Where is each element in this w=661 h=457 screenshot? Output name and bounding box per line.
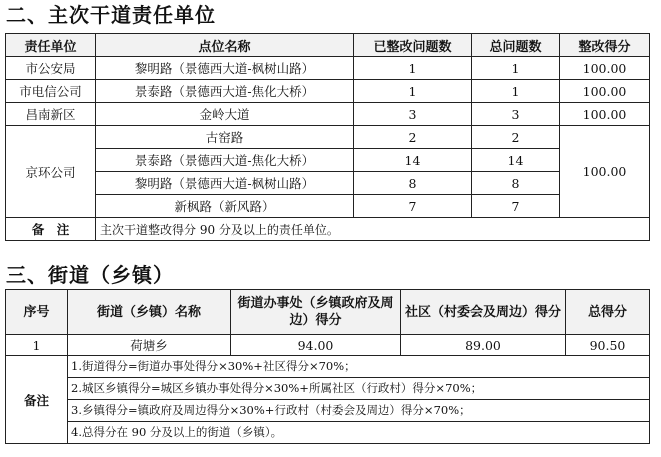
total-cell: 8 [472, 172, 560, 195]
total-cell: 2 [472, 126, 560, 149]
table-row [6, 57, 650, 80]
note-text: 主次干道整改得分 90 分及以上的责任单位。 [96, 218, 650, 241]
seq-cell: 1 [6, 335, 68, 356]
table-row [6, 335, 650, 356]
header-street: 街道（乡镇）名称 [68, 290, 231, 335]
score-cell: 100.00 [560, 103, 650, 126]
total-score-cell: 90.50 [566, 335, 650, 356]
score-cell: 100.00 [560, 80, 650, 103]
location-cell: 景泰路（景德西大道-焦化大桥） [96, 149, 354, 172]
office-score-cell: 94.00 [231, 335, 401, 356]
header-location: 点位名称 [96, 34, 354, 57]
total-cell: 1 [472, 57, 560, 80]
header-total: 总问题数 [472, 34, 560, 57]
note-line: 4.总得分在 90 分及以上的街道（乡镇）。 [71, 425, 283, 439]
score-cell-group: 100.00 [560, 126, 650, 218]
unit-cell: 市电信公司 [6, 80, 96, 103]
table-header-row [6, 290, 650, 335]
total-cell: 7 [472, 195, 560, 218]
location-cell: 新枫路（新风路） [96, 195, 354, 218]
table-row [6, 195, 650, 218]
location-cell: 金岭大道 [96, 103, 354, 126]
header-community: 社区（村委会及周边）得分 [401, 290, 566, 335]
table-row [6, 172, 650, 195]
table-row [6, 103, 650, 126]
section1-title: 二、主次干道责任单位 [6, 3, 216, 27]
fixed-cell: 8 [354, 172, 472, 195]
street-scores-table [5, 289, 650, 444]
table-row [6, 149, 650, 172]
unit-cell-group: 京环公司 [6, 126, 96, 218]
fixed-cell: 1 [354, 57, 472, 80]
total-cell: 14 [472, 149, 560, 172]
note-line: 2.城区乡镇得分=城区乡镇办事处得分×30%+所属社区（行政村）得分×70%； [68, 378, 649, 400]
responsible-units-table [5, 33, 650, 241]
fixed-cell: 1 [354, 80, 472, 103]
header-office: 街道办事处（乡镇政府及周边）得分 [231, 290, 401, 335]
community-score-cell: 89.00 [401, 335, 566, 356]
header-unit: 责任单位 [6, 34, 96, 57]
location-cell: 黎明路（景德西大道-枫树山路） [96, 172, 354, 195]
total-cell: 3 [472, 103, 560, 126]
note-label: 备 注 [6, 218, 96, 241]
score-cell: 100.00 [560, 57, 650, 80]
note-line: 3.乡镇得分=镇政府及周边得分×30%+行政村（村委会及周边）得分×70%； [68, 400, 649, 422]
header-score: 整改得分 [560, 34, 650, 57]
location-cell: 古窑路 [96, 126, 354, 149]
fixed-cell: 14 [354, 149, 472, 172]
notes-cell [68, 356, 650, 444]
notes-label: 备注 [6, 356, 68, 444]
note-line: 1.街道得分=街道办事处得分×30%+社区得分×70%； [68, 356, 649, 378]
notes-row [6, 356, 650, 444]
unit-cell: 昌南新区 [6, 103, 96, 126]
total-cell: 1 [472, 80, 560, 103]
unit-cell: 市公安局 [6, 57, 96, 80]
section2-title: 三、街道（乡镇） [6, 263, 174, 287]
header-seq: 序号 [6, 290, 68, 335]
location-cell: 黎明路（景德西大道-枫树山路） [96, 57, 354, 80]
location-cell: 景泰路（景德西大道-焦化大桥） [96, 80, 354, 103]
table-row [6, 80, 650, 103]
table-header-row [6, 34, 650, 57]
header-fixed: 已整改问题数 [354, 34, 472, 57]
fixed-cell: 2 [354, 126, 472, 149]
fixed-cell: 7 [354, 195, 472, 218]
fixed-cell: 3 [354, 103, 472, 126]
header-total-score: 总得分 [566, 290, 650, 335]
note-row [6, 218, 650, 241]
street-cell: 荷塘乡 [68, 335, 231, 356]
table-row [6, 126, 650, 149]
